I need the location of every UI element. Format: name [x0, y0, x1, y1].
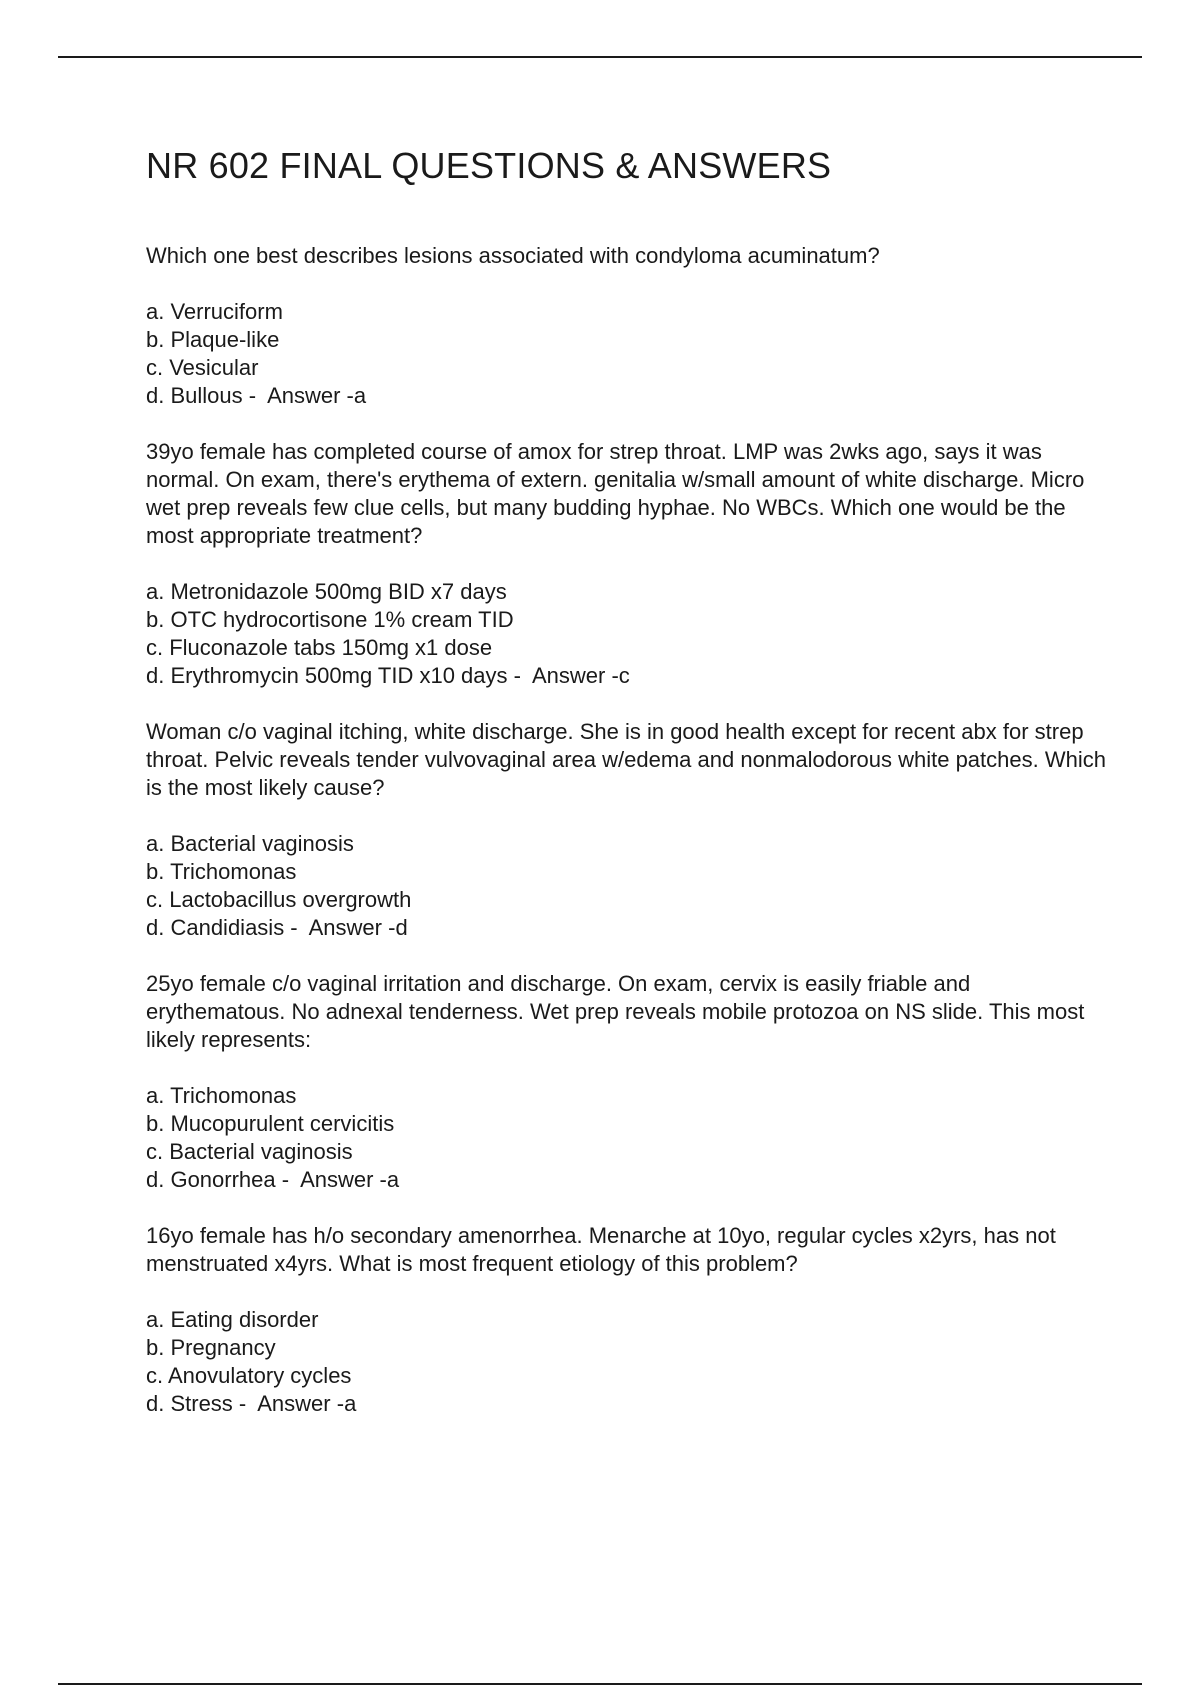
- option-item-last: [146, 1390, 1106, 1418]
- top-rule: [58, 56, 1142, 58]
- option-text: d. Candidiasis: [146, 915, 285, 940]
- option-item: b. Pregnancy: [146, 1335, 276, 1360]
- option-item-last: [146, 914, 1106, 942]
- option-list: [146, 1082, 1106, 1194]
- option-list: [146, 298, 1106, 410]
- option-item: c. Bacterial vaginosis: [146, 1139, 353, 1164]
- answer-prefix: - Answer -: [242, 383, 354, 408]
- option-item-last: [146, 382, 1106, 410]
- answer-letter: d: [395, 915, 408, 940]
- option-item: a. Trichomonas: [146, 1083, 297, 1108]
- question-text: Woman c/o vaginal itching, white discharge. She is in good health except for recent abx for strep throat. Pelvic reveals tender vulvovaginal area w/edema and nonmalodorous white patches. Which is the most likely cause?: [146, 719, 1106, 800]
- option-item: a. Bacterial vaginosis: [146, 831, 354, 856]
- question-text: Which one best describes lesions associated with condyloma acuminatum?: [146, 243, 880, 268]
- option-item: b. Plaque-like: [146, 327, 280, 352]
- answer-letter: c: [618, 663, 630, 688]
- option-list: [146, 830, 1106, 942]
- option-item: b. Trichomonas: [146, 859, 297, 884]
- question-list: [146, 242, 1106, 1446]
- bottom-rule: [58, 1683, 1142, 1685]
- answer-prefix: - Answer -: [275, 1167, 387, 1192]
- answer-prefix: - Answer -: [232, 1391, 345, 1416]
- option-item: c. Vesicular: [146, 355, 259, 380]
- option-text: d. Erythromycin 500mg TID x10 days: [146, 663, 508, 688]
- question-text: 39yo female has completed course of amox for strep throat. LMP was 2wks ago, says it was normal. On exam, there's erythema of extern. genitalia w/small amount of white discharge. Micro wet prep reveals few clue cells, but many budding hyphae. No WBCs. Which one would be the most appropriate treatment?: [146, 439, 1085, 548]
- question-block: [146, 242, 1106, 410]
- question-text: 25yo female c/o vaginal irritation and discharge. On exam, cervix is easily friable and erythematous. No adnexal tenderness. Wet prep reveals mobile protozoa on NS slide. This most likely represents:: [146, 971, 1085, 1052]
- option-item: a. Eating disorder: [146, 1307, 319, 1332]
- option-text: d. Stress: [146, 1391, 233, 1416]
- option-item: a. Verruciform: [146, 299, 283, 324]
- question-text: 16yo female has h/o secondary amenorrhea. Menarche at 10yo, regular cycles x2yrs, has not menstruated x4yrs. What is most frequent etiology of this problem?: [146, 1223, 1056, 1276]
- option-text: d. Bullous: [146, 383, 243, 408]
- answer-letter: a: [353, 383, 367, 408]
- option-item: c. Lactobacillus overgrowth: [146, 887, 412, 912]
- option-item: c. Fluconazole tabs 150mg x1 dose: [146, 635, 493, 660]
- option-item-last: [146, 662, 1106, 690]
- answer-letter: a: [386, 1167, 400, 1192]
- answer-letter: a: [344, 1391, 357, 1416]
- question-block: [146, 438, 1106, 690]
- answer-prefix: - Answer -: [284, 915, 396, 940]
- option-list: [146, 578, 1106, 690]
- option-list: [146, 1306, 1106, 1418]
- option-item: b. Mucopurulent cervicitis: [146, 1111, 395, 1136]
- question-block: [146, 718, 1106, 942]
- option-item: a. Metronidazole 500mg BID x7 days: [146, 579, 507, 604]
- answer-prefix: - Answer -: [507, 663, 619, 688]
- page-title: NR 602 FINAL QUESTIONS & ANSWERS: [146, 145, 832, 186]
- option-item: c. Anovulatory cycles: [146, 1363, 352, 1388]
- option-item-last: [146, 1166, 1106, 1194]
- question-block: [146, 970, 1106, 1194]
- option-text: d. Gonorrhea: [146, 1167, 276, 1192]
- question-block: [146, 1222, 1106, 1418]
- option-item: b. OTC hydrocortisone 1% cream TID: [146, 607, 514, 632]
